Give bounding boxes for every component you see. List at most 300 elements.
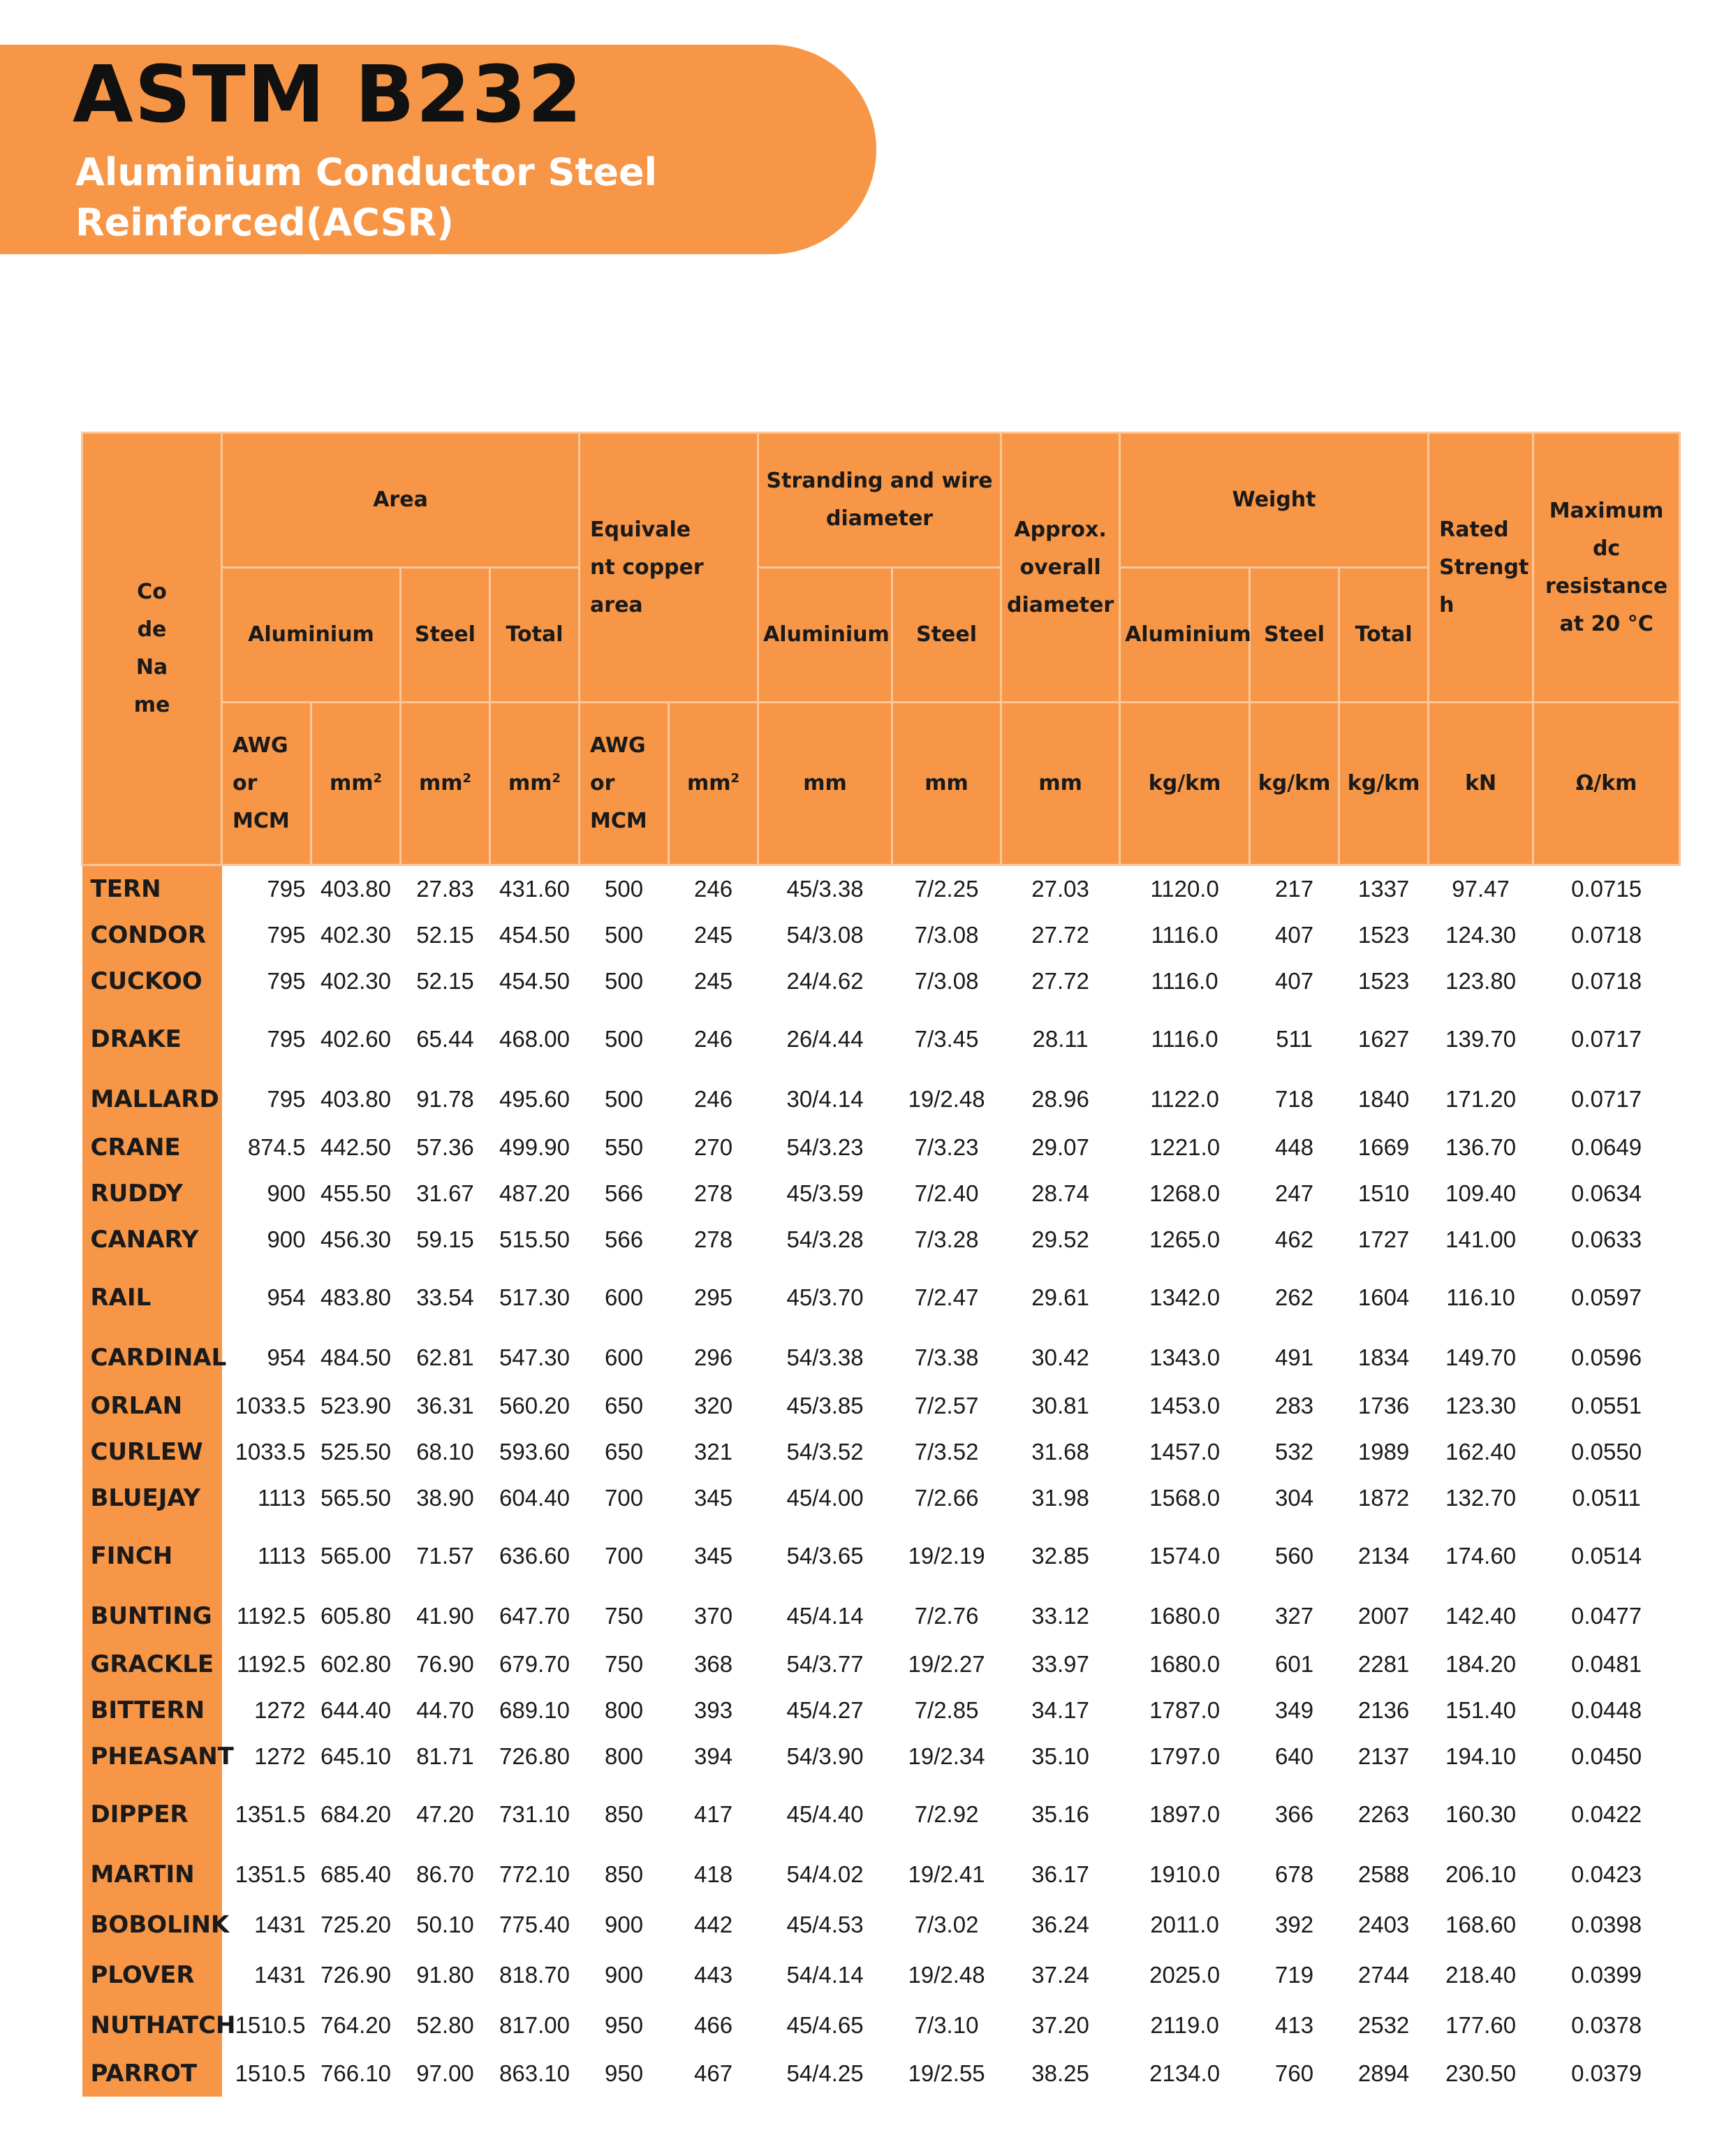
cell-str-al: 54/3.28 [786,1226,864,1252]
cell-tot-mm2: 863.10 [499,2060,570,2086]
cell-ohm: 0.0550 [1571,1439,1642,1465]
cell-str-st: 7/3.08 [914,922,979,948]
cell-str-al: 45/3.70 [786,1284,864,1310]
cell-w-tot: 2894 [1357,2060,1410,2086]
cell-str-al: 54/3.52 [786,1439,864,1465]
cell-str-al: 45/3.59 [786,1180,864,1206]
table-row [82,1333,1680,1383]
table-body [82,865,1680,2097]
cell-diam: 36.24 [1031,1912,1089,1937]
cell-kn: 174.60 [1445,1543,1517,1569]
cell-st-mm2: 62.81 [416,1344,474,1370]
cell-w-tot: 1337 [1357,876,1410,902]
cell-ohm: 0.0448 [1571,1697,1642,1723]
cell-awg: 1113 [257,1485,306,1511]
cell-kn: 194.10 [1445,1743,1517,1769]
cell-kn: 142.40 [1445,1603,1517,1629]
cell-ohm: 0.0634 [1571,1180,1642,1206]
cell-ohm: 0.0649 [1571,1134,1642,1160]
cell-diam: 29.07 [1031,1134,1089,1160]
cell-ohm: 0.0450 [1571,1743,1642,1769]
cell-al-mm2: 685.40 [321,1861,391,1887]
cell-w-tot: 2007 [1357,1603,1410,1629]
subheader-strand-steel: Steel [892,568,1001,703]
cell-w-al: 1122.0 [1150,1086,1219,1112]
cell-str-al: 26/4.44 [786,1026,864,1052]
cell-str-al: 45/4.00 [786,1485,864,1511]
cell-ohm: 0.0422 [1571,1801,1642,1827]
cell-w-st: 462 [1275,1226,1314,1252]
cell-w-st: 327 [1275,1603,1314,1629]
cell-cu-mm2: 345 [694,1485,733,1511]
cell-str-st: 19/2.27 [908,1651,985,1677]
cell-awg: 1113 [257,1543,306,1569]
cell-cu-mm2: 368 [694,1651,733,1677]
cell-cu-mm2: 393 [694,1697,733,1723]
cell-cu-mm2: 246 [694,876,733,902]
cell-tot-mm2: 487.20 [499,1180,570,1206]
cell-str-st: 7/3.08 [914,968,979,994]
cell-kn: 149.70 [1445,1344,1517,1370]
cell-diam: 32.85 [1031,1543,1089,1569]
cell-w-al: 1116.0 [1151,1026,1218,1052]
cell-tot-mm2: 726.80 [499,1743,570,1769]
cell-w-tot: 1523 [1357,968,1410,994]
cell-cu-awg: 850 [605,1801,644,1827]
cell-kn: 136.70 [1445,1134,1517,1160]
cell-str-st: 7/2.85 [914,1697,979,1723]
cell-w-tot: 2281 [1357,1651,1410,1677]
cell-tot-mm2: 560.20 [499,1393,570,1418]
cell-al-mm2: 764.20 [321,2012,391,2038]
unit-mm: mm [1001,703,1120,865]
cell-tot-mm2: 454.50 [499,968,570,994]
header-max-dc-resistance: Maximum dc resistance at 20 °C [1533,433,1680,703]
code-name-cell: FINCH [82,1521,222,1591]
cell-tot-mm2: 636.60 [499,1543,570,1569]
cell-tot-mm2: 772.10 [499,1861,570,1887]
cell-tot-mm2: 689.10 [499,1697,570,1723]
cell-ohm: 0.0633 [1571,1226,1642,1252]
code-name-cell: BLUEJAY [82,1475,222,1521]
cell-st-mm2: 27.83 [416,876,474,902]
header-rated-strength: Rated Strengt h [1429,433,1533,703]
cell-al-mm2: 644.40 [321,1697,391,1723]
cell-str-st: 7/3.02 [914,1912,979,1937]
cell-awg: 1431 [254,1912,306,1937]
cell-str-st: 7/2.40 [914,1180,979,1206]
cell-ohm: 0.0551 [1571,1393,1642,1418]
cell-w-st: 511 [1276,1026,1313,1052]
cell-str-al: 54/3.90 [786,1743,864,1769]
code-name-cell: PHEASANT [82,1733,222,1780]
cell-w-st: 601 [1275,1651,1314,1677]
header-stranding: Stranding and wire diameter [758,433,1001,568]
cell-w-tot: 2137 [1357,1743,1410,1769]
subheader-area-steel: Steel [401,568,490,703]
cell-tot-mm2: 818.70 [499,1962,570,1988]
cell-str-st: 7/2.66 [914,1485,979,1511]
cell-w-tot: 2588 [1357,1861,1410,1887]
cell-w-st: 392 [1275,1912,1314,1937]
cell-str-st: 7/3.45 [914,1026,979,1052]
cell-awg: 795 [267,922,306,948]
cell-st-mm2: 57.36 [416,1134,474,1160]
cell-awg: 1351.5 [235,1801,306,1827]
cell-w-st: 760 [1275,2060,1314,2086]
cell-cu-awg: 500 [605,922,644,948]
cell-kn: 184.20 [1445,1651,1517,1677]
cell-diam: 36.17 [1031,1861,1089,1887]
cell-ohm: 0.0399 [1571,1962,1642,1988]
subheader-weight-total: Total [1339,568,1429,703]
cell-awg: 795 [267,1026,306,1052]
cell-awg: 874.5 [247,1134,306,1160]
cell-w-st: 719 [1275,1962,1314,1988]
cell-str-st: 7/2.76 [914,1603,979,1629]
cell-w-al: 1568.0 [1149,1485,1221,1511]
cell-diam: 33.12 [1031,1603,1089,1629]
subheader-area-total: Total [490,568,580,703]
cell-str-st: 19/2.34 [908,1743,985,1769]
cell-str-st: 7/3.28 [914,1226,979,1252]
cell-cu-mm2: 467 [694,2060,733,2086]
code-name-cell: MARTIN [82,1849,222,1900]
cell-kn: 123.80 [1445,968,1517,994]
cell-al-mm2: 523.90 [321,1393,391,1418]
cell-al-mm2: 602.80 [321,1651,391,1677]
cell-al-mm2: 684.20 [321,1801,391,1827]
unit-mm: mm [892,703,1001,865]
cell-cu-awg: 900 [605,1962,644,1988]
cell-al-mm2: 402.60 [321,1026,391,1052]
cell-cu-awg: 700 [605,1543,644,1569]
cell-diam: 34.17 [1031,1697,1089,1723]
cell-cu-awg: 566 [605,1226,644,1252]
cell-w-st: 304 [1275,1485,1314,1511]
table-row [82,1780,1680,1849]
cell-ohm: 0.0477 [1571,1603,1642,1629]
cell-cu-mm2: 417 [694,1801,733,1827]
cell-diam: 28.11 [1032,1026,1089,1052]
cell-awg: 1033.5 [235,1393,306,1418]
cell-tot-mm2: 775.40 [499,1912,570,1937]
cell-cu-mm2: 443 [694,1962,733,1988]
cell-str-st: 7/2.25 [914,876,979,902]
cell-al-mm2: 565.00 [321,1543,391,1569]
subtitle-line-2: Reinforced(ACSR) [75,200,454,244]
code-name-cell: RAIL [82,1263,222,1333]
cell-str-st: 7/2.92 [914,1801,979,1827]
cell-str-st: 7/3.52 [914,1439,979,1465]
cell-diam: 31.98 [1031,1485,1089,1511]
table-row [82,1521,1680,1591]
header-weight: Weight [1120,433,1429,568]
acsr-spec-table [81,432,1679,2097]
cell-cu-awg: 500 [605,1026,644,1052]
cell-st-mm2: 91.80 [416,1962,474,1988]
cell-st-mm2: 41.90 [416,1603,474,1629]
table-row [82,1074,1680,1124]
cell-al-mm2: 455.50 [321,1180,391,1206]
code-name-cell: RUDDY [82,1171,222,1217]
cell-cu-mm2: 245 [694,968,733,994]
cell-diam: 28.96 [1031,1086,1089,1112]
cell-w-al: 1453.0 [1149,1393,1221,1418]
cell-w-al: 2119.0 [1150,2012,1219,2038]
cell-ohm: 0.0481 [1571,1651,1642,1677]
cell-w-al: 1574.0 [1149,1543,1221,1569]
cell-w-st: 491 [1275,1344,1314,1370]
cell-cu-awg: 800 [605,1697,644,1723]
cell-st-mm2: 81.71 [416,1743,474,1769]
cell-cu-mm2: 278 [694,1226,733,1252]
cell-al-mm2: 525.50 [321,1439,391,1465]
cell-w-tot: 1523 [1357,922,1410,948]
cell-st-mm2: 44.70 [416,1697,474,1723]
cell-w-al: 1897.0 [1149,1801,1221,1827]
unit-kgkm: kg/km [1120,703,1250,865]
cell-diam: 31.68 [1031,1439,1089,1465]
cell-str-st: 7/2.57 [914,1393,979,1418]
cell-st-mm2: 65.44 [416,1026,474,1052]
cell-cu-awg: 800 [605,1743,644,1769]
cell-st-mm2: 71.57 [416,1543,474,1569]
cell-diam: 37.24 [1031,1962,1089,1988]
code-name-cell: TERN [82,865,222,913]
cell-w-al: 1457.0 [1149,1439,1221,1465]
cell-w-al: 1116.0 [1151,968,1218,994]
cell-ohm: 0.0378 [1571,2012,1642,2038]
cell-tot-mm2: 495.60 [499,1086,570,1112]
cell-ohm: 0.0398 [1571,1912,1642,1937]
cell-tot-mm2: 817.00 [499,2012,570,2038]
cell-str-st: 19/2.48 [908,1086,985,1112]
cell-cu-awg: 850 [605,1861,644,1887]
table-row [82,1171,1680,1217]
cell-st-mm2: 38.90 [416,1485,474,1511]
table-row [82,1004,1680,1074]
table-row [82,1475,1680,1521]
cell-awg: 795 [267,1086,306,1112]
header-equivalent-copper: Equivale nt copper area [580,433,758,703]
cell-kn: 162.40 [1445,1439,1517,1465]
cell-awg: 954 [267,1344,306,1370]
cell-diam: 35.16 [1031,1801,1089,1827]
cell-w-st: 349 [1275,1697,1314,1723]
cell-cu-mm2: 246 [694,1086,733,1112]
cell-st-mm2: 33.54 [416,1284,474,1310]
cell-w-al: 1342.0 [1149,1284,1221,1310]
cell-str-al: 54/4.14 [786,1962,864,1988]
cell-ohm: 0.0717 [1571,1026,1642,1052]
cell-cu-mm2: 270 [694,1134,733,1160]
code-name-cell: NUTHATCH [82,2000,222,2051]
cell-kn: 109.40 [1445,1180,1517,1206]
code-name-cell: MALLARD [82,1074,222,1124]
cell-cu-awg: 500 [605,876,644,902]
cell-st-mm2: 47.20 [416,1801,474,1827]
unit-mm2: $mm^2$ [669,703,758,865]
cell-cu-mm2: 320 [694,1393,733,1418]
cell-cu-mm2: 245 [694,922,733,948]
unit-kn: kN [1429,703,1533,865]
cell-diam: 33.97 [1031,1651,1089,1677]
cell-kn: 230.50 [1445,2060,1517,2086]
cell-str-al: 54/3.08 [786,922,864,948]
cell-cu-awg: 950 [605,2012,644,2038]
cell-w-st: 247 [1275,1180,1314,1206]
cell-cu-mm2: 296 [694,1344,733,1370]
cell-st-mm2: 31.67 [416,1180,474,1206]
cell-al-mm2: 726.90 [321,1962,391,1988]
cell-w-al: 1343.0 [1149,1344,1221,1370]
cell-w-al: 1680.0 [1149,1603,1221,1629]
cell-str-al: 30/4.14 [786,1086,864,1112]
cell-cu-awg: 900 [605,1912,644,1937]
cell-tot-mm2: 604.40 [499,1485,570,1511]
cell-cu-mm2: 278 [694,1180,733,1206]
code-name-cell: BOBOLINK [82,1900,222,1950]
cell-diam: 29.61 [1031,1284,1089,1310]
cell-awg: 954 [267,1284,306,1310]
cell-ohm: 0.0717 [1571,1086,1642,1112]
subheader-weight-aluminium: Aluminium [1120,568,1250,703]
cell-al-mm2: 402.30 [321,922,391,948]
cell-cu-mm2: 466 [694,2012,733,2038]
cell-diam: 38.25 [1031,2060,1089,2086]
cell-str-al: 45/4.65 [786,2012,864,2038]
cell-tot-mm2: 454.50 [499,922,570,948]
cell-tot-mm2: 547.30 [499,1344,570,1370]
cell-cu-awg: 500 [605,1086,644,1112]
cell-ohm: 0.0715 [1571,876,1642,902]
unit-mm: mm [758,703,892,865]
cell-st-mm2: 68.10 [416,1439,474,1465]
cell-awg: 1192.5 [237,1651,306,1677]
cell-str-al: 45/3.38 [786,876,864,902]
cell-tot-mm2: 593.60 [499,1439,570,1465]
cell-w-tot: 1604 [1357,1284,1410,1310]
cell-w-al: 1221.0 [1149,1134,1221,1160]
code-name-cell: CONDOR [82,912,222,958]
subtitle-line-1: Aluminium Conductor Steel [75,150,658,194]
code-name-cell: BITTERN [82,1687,222,1733]
cell-kn: 123.30 [1445,1393,1517,1418]
cell-w-al: 2011.0 [1150,1912,1219,1937]
cell-kn: 206.10 [1445,1861,1517,1887]
cell-cu-awg: 750 [605,1603,644,1629]
cell-str-al: 45/4.14 [786,1603,864,1629]
cell-w-tot: 2744 [1357,1962,1410,1988]
cell-tot-mm2: 499.90 [499,1134,570,1160]
cell-tot-mm2: 647.70 [499,1603,570,1629]
code-name-cell: CRANE [82,1124,222,1171]
table-row [82,1641,1680,1687]
table-row [82,1950,1680,2000]
table-row [82,1687,1680,1733]
cell-ohm: 0.0596 [1571,1344,1642,1370]
cell-w-st: 407 [1275,922,1314,948]
cell-al-mm2: 456.30 [321,1226,391,1252]
cell-w-al: 1787.0 [1149,1697,1221,1723]
table-row [82,1217,1680,1263]
table-row [82,1849,1680,1900]
cell-tot-mm2: 431.60 [499,876,570,902]
subheader-area-aluminium: Aluminium [222,568,401,703]
cell-cu-mm2: 394 [694,1743,733,1769]
cell-awg: 1351.5 [235,1861,306,1887]
cell-str-st: 19/2.48 [908,1962,985,1988]
cell-awg: 1510.5 [235,2060,306,2086]
cell-kn: 218.40 [1445,1962,1517,1988]
cell-cu-awg: 500 [605,968,644,994]
cell-cu-awg: 600 [605,1344,644,1370]
cell-w-st: 262 [1275,1284,1314,1310]
cell-cu-awg: 750 [605,1651,644,1677]
cell-st-mm2: 97.00 [416,2060,474,2086]
code-name-cell: CUCKOO [82,958,222,1004]
cell-str-st: 19/2.41 [908,1861,985,1887]
cell-awg: 900 [267,1180,306,1206]
cell-kn: 132.70 [1445,1485,1517,1511]
cell-w-al: 2134.0 [1149,2060,1221,2086]
cell-w-tot: 1669 [1357,1134,1410,1160]
cell-ohm: 0.0718 [1571,968,1642,994]
cell-kn: 141.00 [1445,1226,1517,1252]
cell-w-tot: 1627 [1357,1026,1410,1052]
cell-ohm: 0.0718 [1571,922,1642,948]
cell-w-tot: 1834 [1357,1344,1410,1370]
header-approx-diameter: Approx. overall diameter [1001,433,1120,703]
cell-cu-mm2: 370 [694,1603,733,1629]
cell-str-al: 24/4.62 [786,968,864,994]
cell-w-al: 1120.0 [1150,876,1219,902]
cell-al-mm2: 403.80 [321,876,391,902]
cell-al-mm2: 605.80 [321,1603,391,1629]
code-name-cell: GRACKLE [82,1641,222,1687]
header-area: Area [222,433,580,568]
cell-diam: 30.81 [1031,1393,1089,1418]
cell-w-al: 1265.0 [1149,1226,1221,1252]
cell-st-mm2: 86.70 [416,1861,474,1887]
cell-kn: 160.30 [1445,1801,1517,1827]
cell-al-mm2: 725.20 [321,1912,391,1937]
cell-w-al: 1116.0 [1151,922,1218,948]
cell-cu-awg: 700 [605,1485,644,1511]
table-row [82,1383,1680,1429]
cell-diam: 30.42 [1031,1344,1089,1370]
cell-ohm: 0.0511 [1572,1485,1641,1511]
cell-cu-awg: 950 [605,2060,644,2086]
cell-str-st: 19/2.19 [908,1543,985,1569]
cell-awg: 1431 [254,1962,306,1988]
cell-tot-mm2: 468.00 [499,1026,570,1052]
cell-w-st: 532 [1275,1439,1314,1465]
unit-kgkm: kg/km [1339,703,1429,865]
cell-str-st: 7/3.23 [914,1134,979,1160]
cell-kn: 124.30 [1445,922,1517,948]
cell-w-tot: 1840 [1357,1086,1410,1112]
cell-w-tot: 2532 [1357,2012,1410,2038]
cell-kn: 151.40 [1445,1697,1517,1723]
cell-diam: 28.74 [1031,1180,1089,1206]
cell-st-mm2: 91.78 [416,1086,474,1112]
table-row [82,1124,1680,1171]
cell-st-mm2: 52.15 [416,968,474,994]
cell-w-st: 718 [1275,1086,1314,1112]
cell-str-al: 54/3.23 [786,1134,864,1160]
